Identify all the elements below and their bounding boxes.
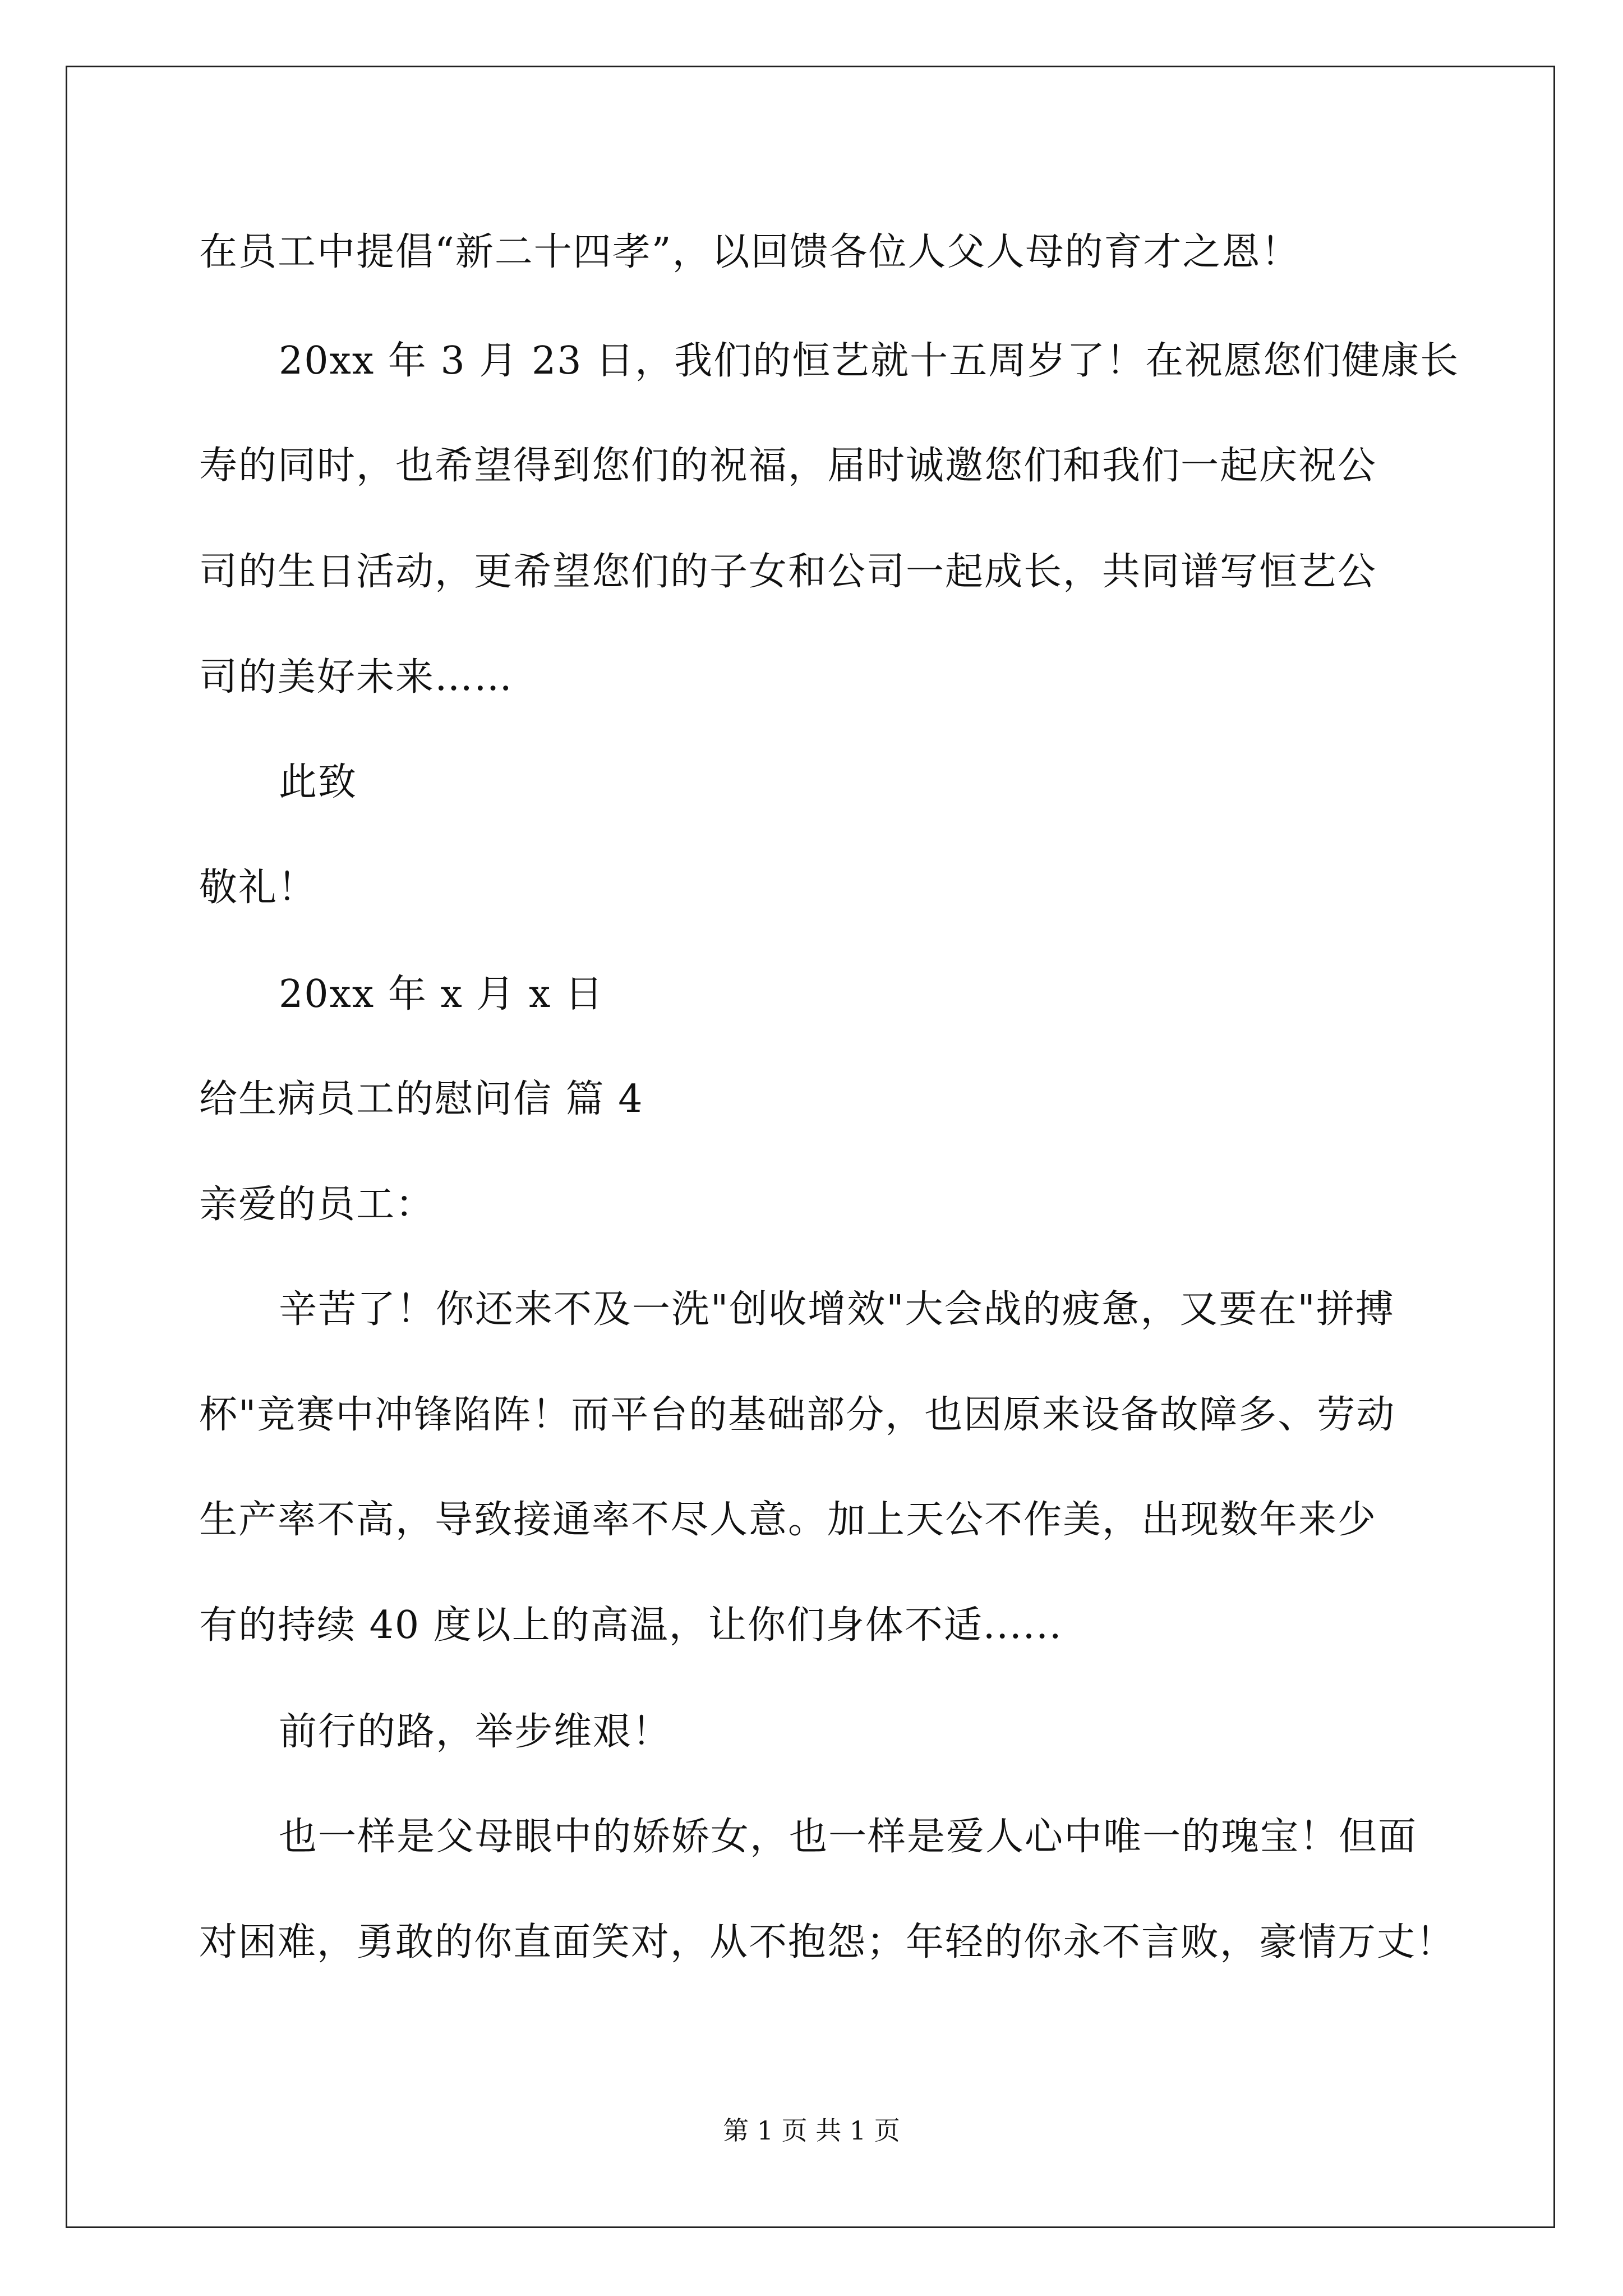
text-line-14: 有的持续 40 度以上的高温，让你们身体不适...... bbox=[199, 1603, 1063, 1648]
greeting: 亲爱的员工： bbox=[199, 1182, 435, 1227]
text-line-11: 辛苦了！你还来不及一洗"创收增效"大会战的疲惫，又要在"拼搏 bbox=[279, 1287, 1395, 1332]
text-line-3: 寿的同时，也希望得到您们的祝福，届时诚邀您们和我们一起庆祝公 bbox=[199, 444, 1377, 488]
page-border bbox=[66, 66, 1555, 2228]
salutation-regards: 敬礼！ bbox=[199, 866, 317, 910]
text-line-15: 前行的路，举步维艰！ bbox=[279, 1710, 672, 1754]
page-footer: 第 1 页 共 1 页 bbox=[723, 2115, 900, 2146]
text-line-1: 在员工中提倡“新二十四孝”，以回馈各位人父人母的育才之恩！ bbox=[199, 230, 1301, 274]
text-line-16: 也一样是父母眼中的娇娇女，也一样是爱人心中唯一的瑰宝！但面 bbox=[279, 1815, 1418, 1859]
section-heading: 给生病员工的慰问信 篇 4 bbox=[199, 1077, 644, 1121]
text-line-5: 司的美好未来…… bbox=[199, 655, 514, 700]
salutation-closing: 此致 bbox=[279, 760, 358, 804]
text-line-17: 对困难，勇敢的你直面笑对，从不抱怨；年轻的你永不言败，豪情万丈！ bbox=[199, 1920, 1456, 1964]
text-line-4: 司的生日活动，更希望您们的子女和公司一起成长，共同谱写恒艺公 bbox=[199, 550, 1377, 594]
text-line-12: 杯"竞赛中冲锋陷阵！而平台的基础部分，也因原来设备故障多、劳动 bbox=[199, 1393, 1396, 1437]
text-line-13: 生产率不高，导致接通率不尽人意。加上天公不作美，出现数年来少 bbox=[199, 1498, 1377, 1542]
letter-date: 20xx 年 x 月 x 日 bbox=[279, 972, 605, 1016]
text-line-2: 20xx 年 3 月 23 日，我们的恒艺就十五周岁了！在祝愿您们健康长 bbox=[279, 339, 1460, 383]
